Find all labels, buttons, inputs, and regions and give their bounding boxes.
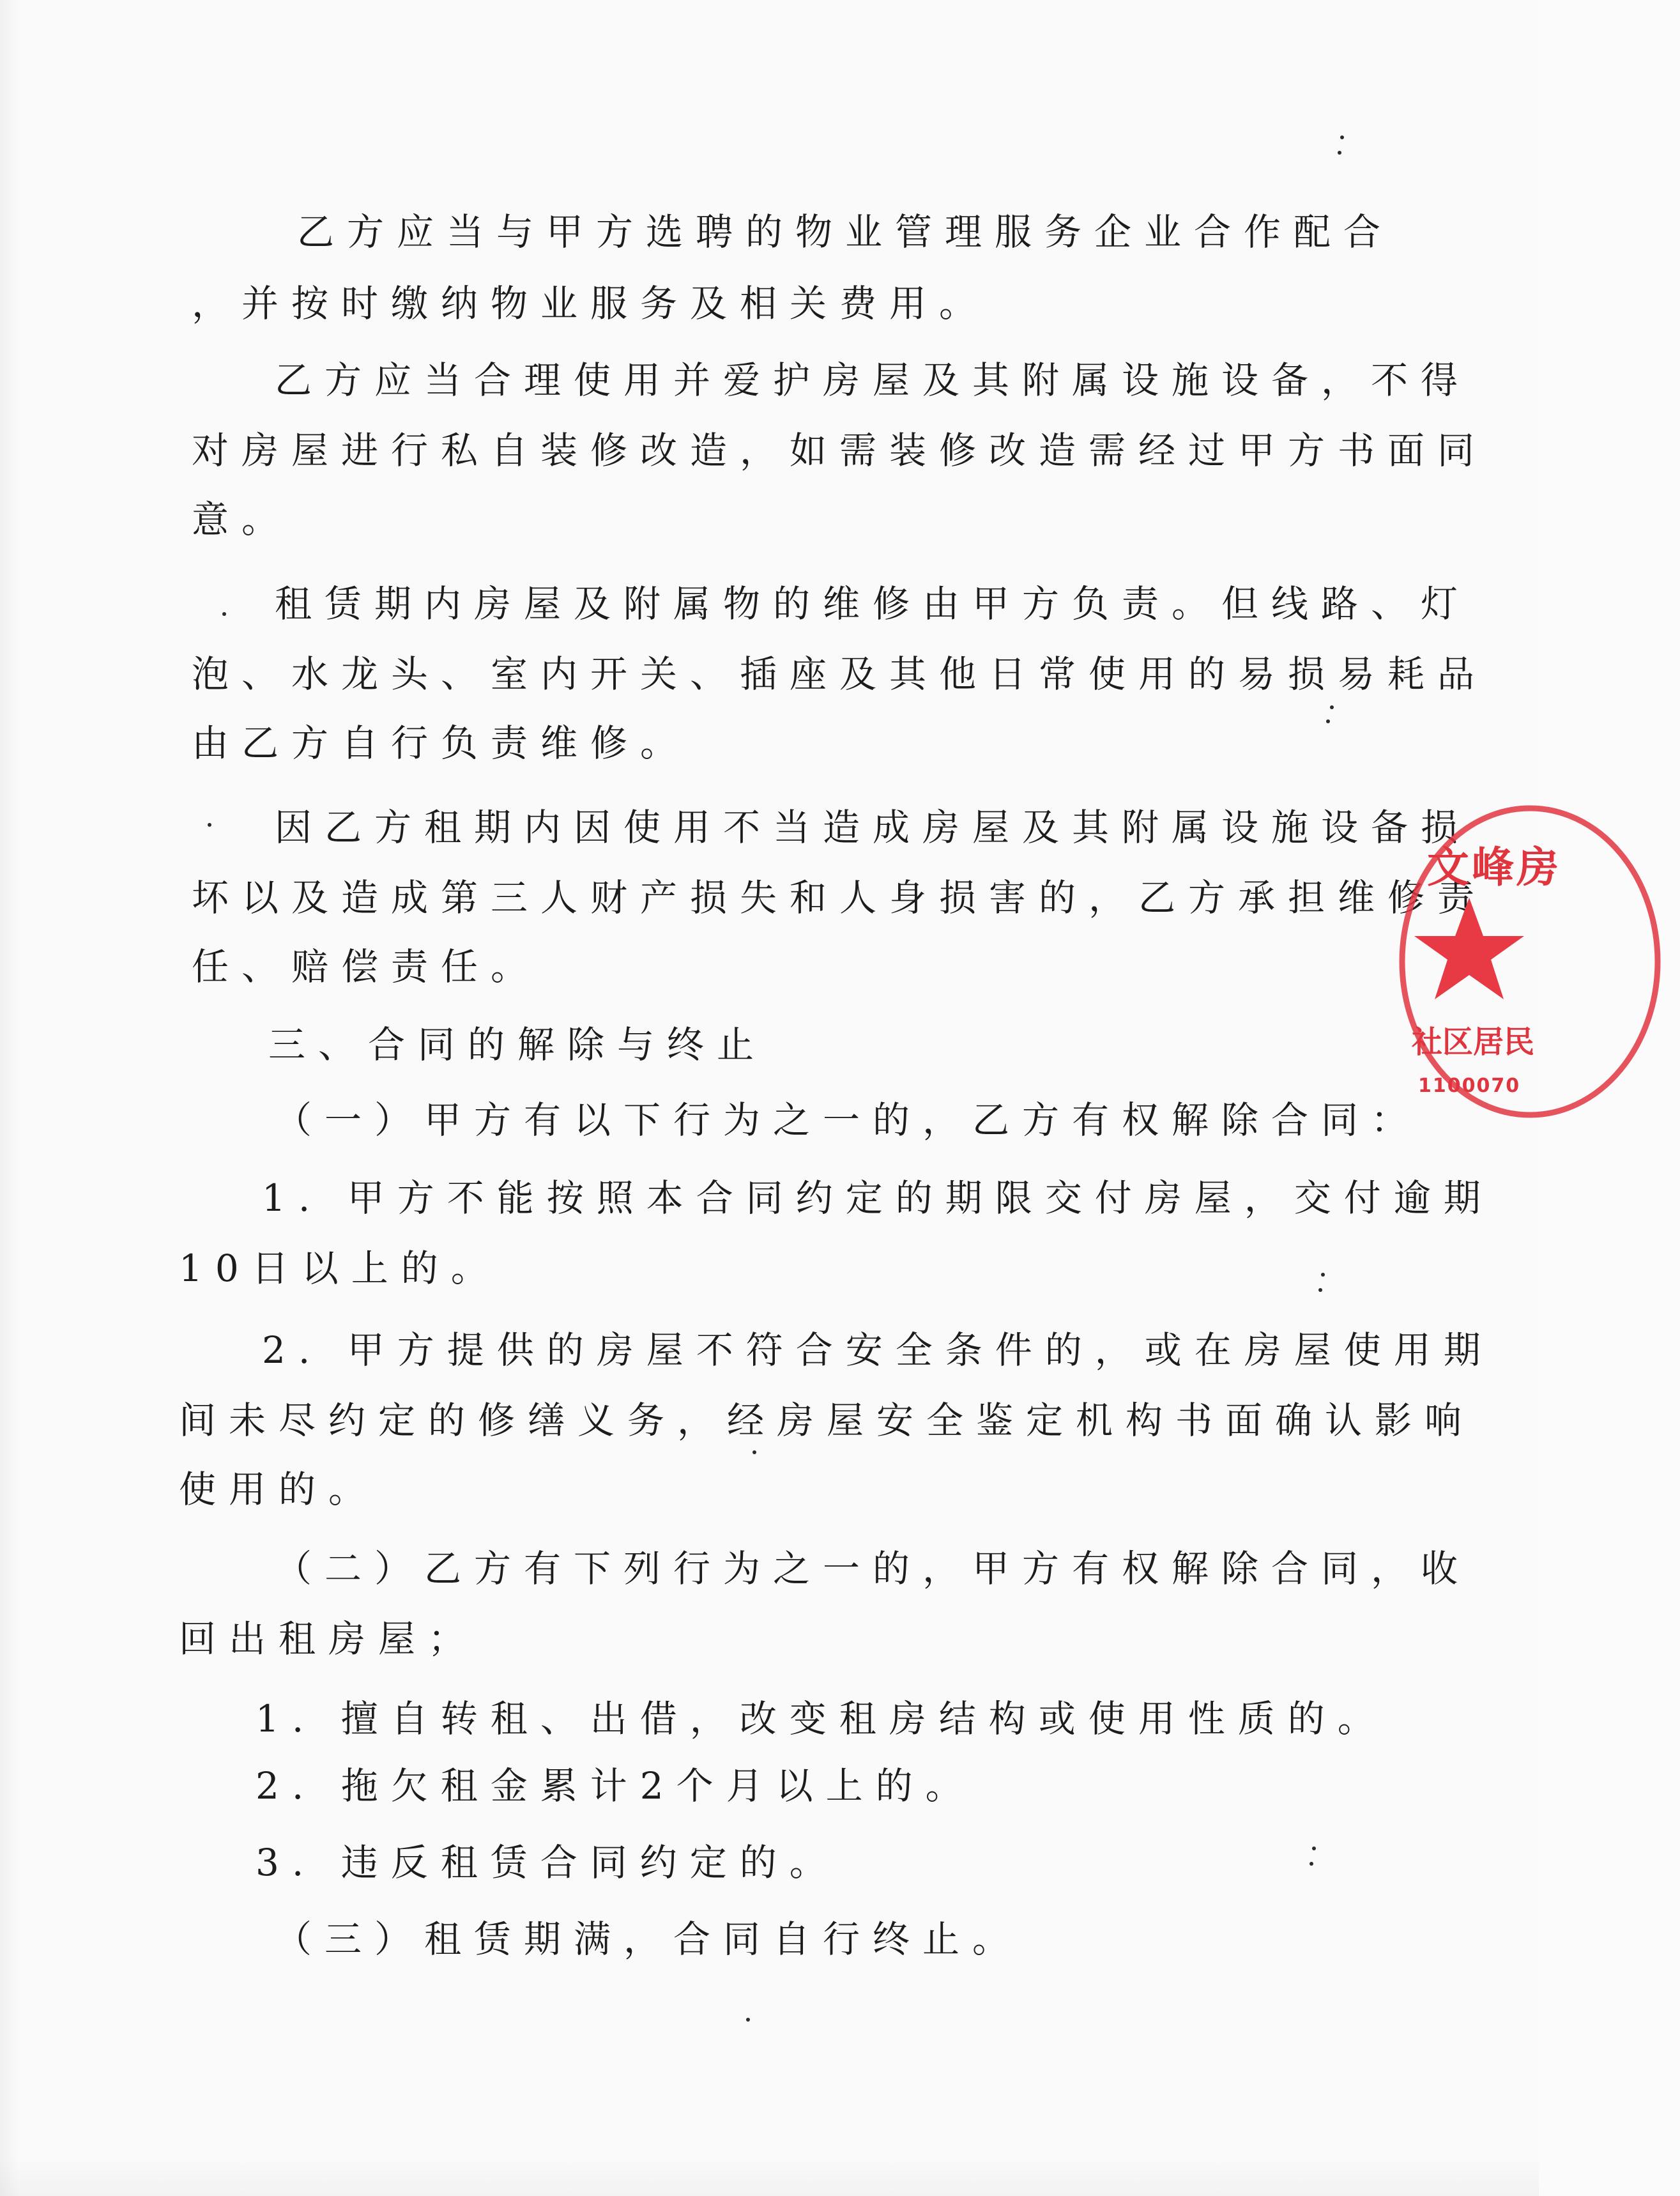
official-seal <box>1399 792 1680 1137</box>
section-heading: 三、合同的解除与终止 <box>268 1023 767 1066</box>
text-line: 使用的。 <box>179 1468 379 1511</box>
text-line: 回出租房屋； <box>179 1617 478 1661</box>
text-line: （二）乙方有下列行为之一的，甲方有权解除合同，收 <box>275 1547 1471 1590</box>
text-line: ，并按时缴纳物业服务及相关费用。 <box>192 282 989 325</box>
seal-bottom-text: 社区居民 <box>1412 1024 1535 1060</box>
text-line: 10日以上的。 <box>179 1247 501 1290</box>
scan-speck <box>1340 135 1344 139</box>
scan-speck <box>752 1450 756 1454</box>
seal-top-text: 文峰房 <box>1427 843 1561 892</box>
text-line: 任、赔偿责任。 <box>192 945 541 988</box>
text-line: 对房屋进行私自装修改造，如需装修改造需经过甲方书面同 <box>192 429 1488 472</box>
text-line: 1. 甲方不能按照本合同约定的期限交付房屋，交付逾期 <box>262 1176 1493 1220</box>
text-line: 2. 拖欠租金累计2个月以上的。 <box>256 1764 975 1808</box>
scan-speck <box>746 2018 750 2022</box>
scan-speck <box>1326 719 1330 723</box>
scan-speck <box>1321 1273 1325 1277</box>
text-line: 租赁期内房屋及附属物的维修由甲方负责。但线路、灯 <box>275 582 1471 626</box>
scan-speck <box>222 612 226 616</box>
text-line: 间未尽约定的修缮义务，经房屋安全鉴定机构书面确认影响 <box>179 1399 1475 1442</box>
text-line: 泡、水龙头、室内开关、插座及其他日常使用的易损易耗品 <box>192 652 1488 696</box>
scan-speck <box>1338 151 1341 155</box>
text-line: 1. 擅自转租、出借，改变租房结构或使用性质的。 <box>256 1697 1387 1740</box>
text-line: 因乙方租期内因使用不当造成房屋及其附属设施设备损 <box>275 806 1471 849</box>
text-line: （三）租赁期满，合同自行终止。 <box>275 1917 1023 1961</box>
text-line: 由乙方自行负责维修。 <box>192 721 691 765</box>
text-line: 乙方应当合理使用并爱护房屋及其附属设施设备，不得 <box>275 358 1471 402</box>
scan-speck <box>1330 705 1334 709</box>
scan-speck <box>1312 1847 1316 1850</box>
seal-code-text: 1100070 <box>1418 1075 1521 1097</box>
text-line: （一）甲方有以下行为之一的，乙方有权解除合同： <box>275 1098 1421 1142</box>
text-line: 乙方应当与甲方选聘的物业管理服务企业合作配合 <box>297 210 1394 254</box>
text-line: 3. 违反租赁合同约定的。 <box>256 1841 839 1884</box>
text-line: 2. 甲方提供的房屋不符合安全条件的，或在房屋使用期 <box>262 1328 1493 1372</box>
text-line: 意。 <box>192 498 292 541</box>
text-line: 坏以及造成第三人财产损失和人身损害的，乙方承担维修责 <box>192 876 1488 919</box>
scan-speck <box>1310 1862 1313 1866</box>
scan-speck <box>208 823 211 827</box>
scan-speck <box>1318 1288 1322 1292</box>
seal-star-icon <box>1414 898 1524 999</box>
